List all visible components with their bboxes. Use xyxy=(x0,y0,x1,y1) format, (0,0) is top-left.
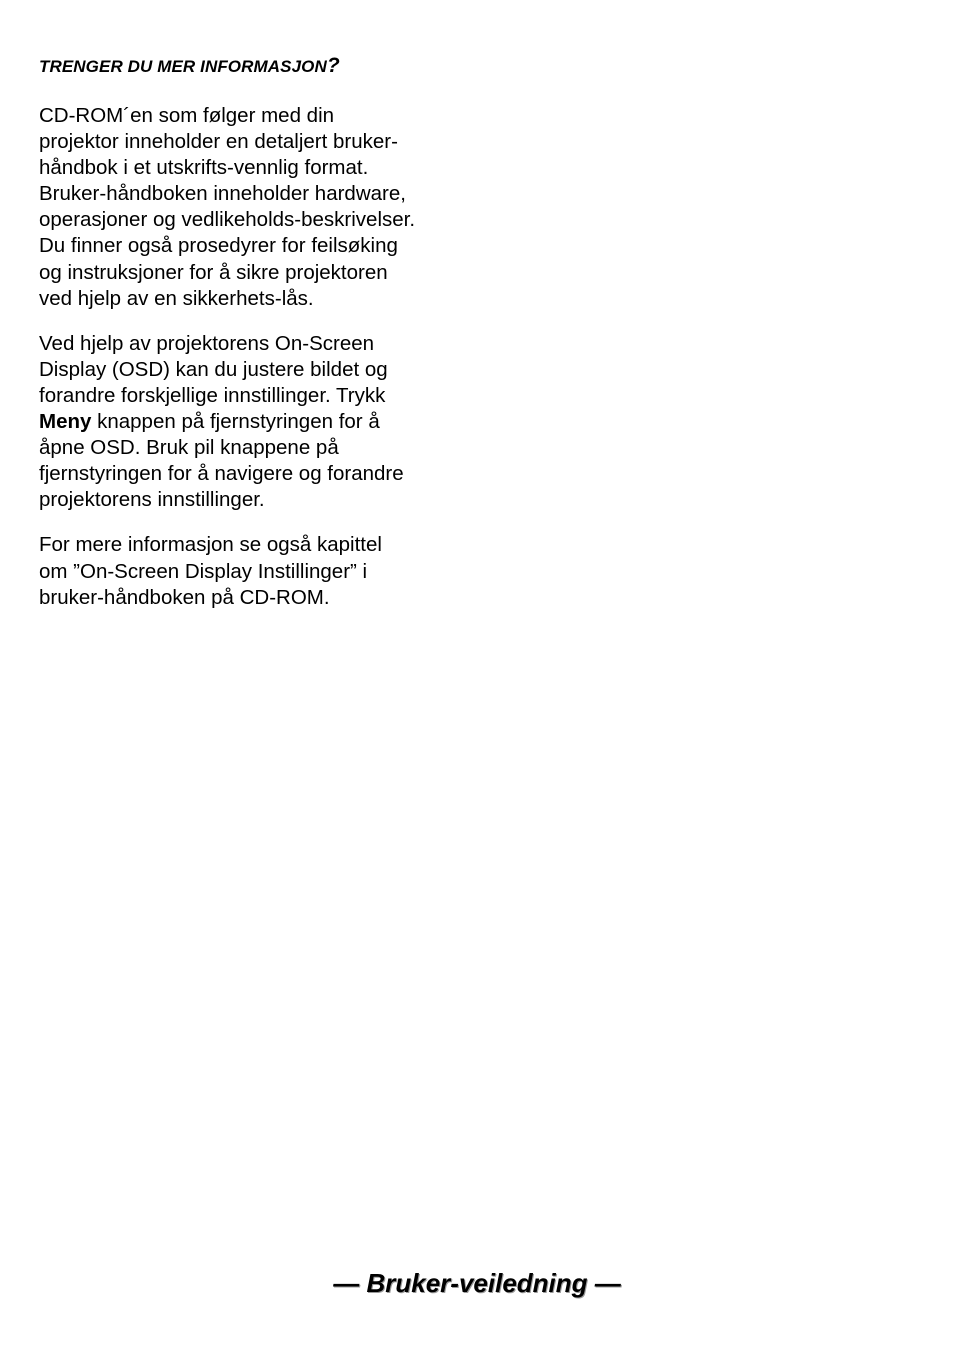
paragraph-line: CD-ROM´en som følger med din xyxy=(39,104,335,127)
page-footer-title: — Bruker-veiledning — xyxy=(333,1268,621,1298)
paragraph-cdrom xyxy=(39,103,479,312)
paragraph-line: bruker-håndboken på CD-ROM. xyxy=(39,585,330,609)
paragraph-line: For mere informasjon se også kapittel xyxy=(39,533,382,557)
paragraph-line: åpne OSD. Bruk pil knappene på xyxy=(39,436,339,460)
paragraph-line xyxy=(39,409,479,435)
paragraph-line: operasjoner og vedlikeholds-beskrivelser. xyxy=(39,208,416,232)
paragraph-line: Display (OSD) kan du justere bildet og xyxy=(39,357,388,381)
paragraph-line: forandre forskjellige innstillinger. Trykk xyxy=(39,383,386,407)
paragraph-line: Ved hjelp av projektorens On-Screen xyxy=(39,331,375,355)
paragraph-line: om ”On-Screen Display Instillinger” i xyxy=(39,559,368,583)
paragraph-line: ved hjelp av en sikkerhets-lås. xyxy=(39,286,314,310)
paragraph-line: og instruksjoner for å sikre projektoren xyxy=(39,260,388,284)
paragraph-more-info xyxy=(39,532,479,610)
paragraph-line: Bruker-håndboken inneholder hardware, xyxy=(39,182,406,206)
menu-key-label: Meny xyxy=(39,410,92,434)
paragraph-line-rest: knappen på fjernstyringen for å xyxy=(91,410,380,434)
paragraph-line: Du finner også prosedyrer for feilsøking xyxy=(39,234,398,258)
paragraph-osd xyxy=(39,331,479,514)
body-text-column xyxy=(39,103,479,630)
paragraph-line: projektor inneholder en detaljert bruker- xyxy=(39,130,398,154)
paragraph-line: fjernstyringen for å navigere og forandre xyxy=(39,462,404,486)
paragraph-line: håndbok i et utskrifts-vennlig format. xyxy=(39,156,369,180)
section-heading-text: TRENGER DU MER INFORMASJON xyxy=(39,57,327,76)
section-heading-question-mark: ? xyxy=(326,54,340,77)
section-heading xyxy=(39,54,340,78)
paragraph-line: projektorens innstillinger. xyxy=(39,488,265,512)
